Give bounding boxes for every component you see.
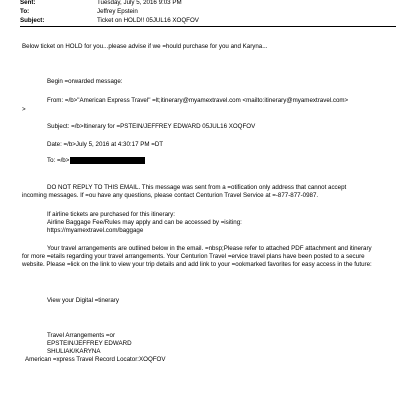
do-not-reply-paragraph: DO NOT REPLY TO THIS EMAIL. This message was sent from a =otification only address that cannot accept incoming messages. If =ou have any questions, please contact Centurion Travel Service at =-877-877-0987. [22,184,347,199]
to-value: Jeffrey Epstein [97,8,138,15]
travel-arrangements-for: Travel Arrangements =or [47,332,116,339]
sent-value: Tuesday, July 5, 2016 9:03 PM [97,0,182,6]
arrangements-paragraph: Your travel arrangements are outlined below in the email. =nbsp;Please refer to attached PDF attachment and itinerary for more =etails regarding your travel arrangements. Your Centurion Travel =ervice travel plans have been posted to a secure website. Please =lick on the link to view your trip details and add link to your =ookmarked favorites for easy access in the future: [22,245,372,268]
forwarded-subject: Subject: =/b>Itinerary for =PSTEIN/JEFFREY EDWARD 05JUL16 XOQFOV [47,123,256,130]
airline-line-1: If airline tickets are purchased for this itinerary: [47,211,175,218]
intro-line: Below ticket on HOLD for you...please advise if we =hould purchase for you and Karyna... [22,43,268,50]
subject-label: Subject: [20,17,45,24]
header-divider [20,26,396,27]
forwarded-to-label: To: =/b> [47,157,70,165]
traveler-1: EPSTEIN/JEFFREY EDWARD [47,340,132,347]
airline-line-2: Airline Baggage Fee/Rules may apply and can be accessed by =isiting: [47,219,242,226]
sent-label: Sent: [20,0,36,6]
record-locator: American =xpress Travel Record Locator:XOQFOV [25,356,166,363]
forwarded-from: From: =/b>"American Express Travel" =lt;itinerary@myamextravel.com <mailto:itinerary@myamextravel.com> [47,97,349,104]
forwarded-date: Date: =/b>July 5, 2016 at 4:30:17 PM =DT [47,141,164,148]
traveler-2: SHULIAK/KARYNA [47,348,101,355]
forwarded-from-continuation: > [22,106,26,113]
to-label: To: [20,8,30,15]
subject-value: Ticket on HOLD!! 05JUL16 XOQFOV [97,17,199,24]
view-digital-itinerary-link[interactable]: View your Digital =tinerary [47,297,119,304]
begin-forwarded: Begin =orwarded message: [47,78,123,85]
baggage-link[interactable]: https://myamextravel.com/baggage [47,227,144,234]
redaction-bar [70,157,145,164]
forwarded-to [47,157,145,165]
